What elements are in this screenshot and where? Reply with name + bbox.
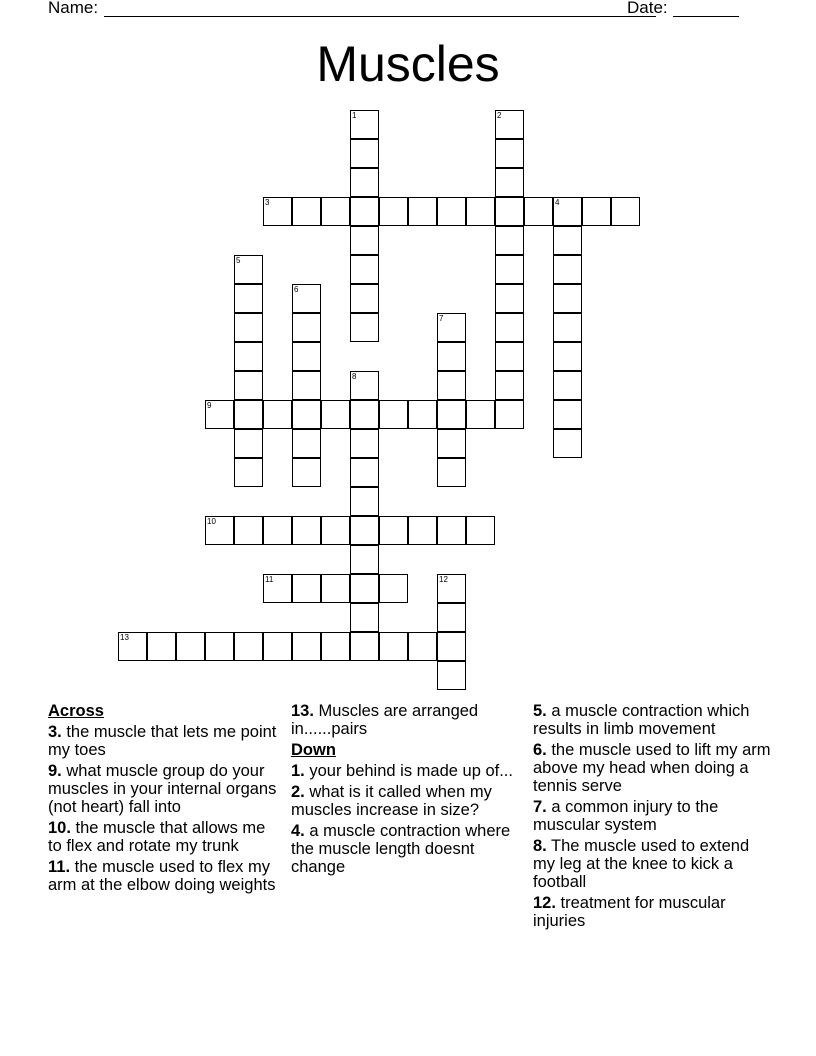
grid-cell[interactable] [495, 226, 524, 255]
grid-cell[interactable] [263, 197, 292, 226]
down-heading: Down [291, 741, 336, 759]
grid-cell[interactable] [437, 371, 466, 400]
grid-cell[interactable] [553, 342, 582, 371]
grid-cell[interactable] [292, 284, 321, 313]
grid-cell[interactable] [350, 110, 379, 139]
clue-text: a common injury to the muscular system [533, 798, 719, 834]
clue-text: a muscle contraction which results in limb movement [533, 702, 750, 738]
grid-cell[interactable] [292, 342, 321, 371]
down-clue-12 [533, 894, 773, 930]
down-clue-5 [533, 702, 773, 738]
grid-cell[interactable] [495, 197, 524, 226]
grid-cell[interactable] [350, 168, 379, 197]
clue-text: Muscles are arranged in......pairs [291, 702, 479, 738]
grid-cell[interactable] [524, 197, 553, 226]
grid-cell[interactable] [118, 632, 147, 661]
grid-cell[interactable] [437, 603, 466, 632]
cell-number: 1 [352, 111, 357, 120]
clue-text: treatment for muscular injuries [533, 894, 726, 930]
grid-cell[interactable] [350, 632, 379, 661]
clue-text: the muscle that allows me to flex and rotate my trunk [48, 819, 266, 855]
grid-cell[interactable] [234, 371, 263, 400]
grid-cell[interactable] [437, 516, 466, 545]
grid-cell[interactable] [350, 226, 379, 255]
grid-cell[interactable] [437, 342, 466, 371]
down-clue-6 [533, 741, 773, 795]
clue-number: 11. [48, 858, 71, 876]
down-clue-8 [533, 837, 773, 891]
grid-cell[interactable] [553, 197, 582, 226]
cell-number: 12 [439, 575, 448, 584]
grid-cell[interactable] [437, 458, 466, 487]
grid-cell[interactable] [437, 429, 466, 458]
grid-cell[interactable] [553, 226, 582, 255]
cell-number: 13 [120, 633, 129, 642]
grid-cell[interactable] [350, 574, 379, 603]
puzzle-title: Muscles [316, 36, 500, 92]
grid-cell[interactable] [292, 574, 321, 603]
grid-cell[interactable] [350, 139, 379, 168]
clue-number: 9. [48, 762, 62, 780]
grid-cell[interactable] [553, 313, 582, 342]
clue-number: 13. [291, 702, 314, 720]
grid-cell[interactable] [292, 313, 321, 342]
clue-text: the muscle used to lift my arm above my head when doing a tennis serve [533, 741, 771, 795]
grid-cell[interactable] [292, 197, 321, 226]
clue-number: 1. [291, 762, 305, 780]
grid-cell[interactable] [321, 574, 350, 603]
grid-cell[interactable] [350, 284, 379, 313]
grid-cell[interactable] [350, 197, 379, 226]
grid-cell[interactable] [553, 284, 582, 313]
grid-cell[interactable] [350, 603, 379, 632]
grid-cell[interactable] [379, 197, 408, 226]
grid-cell[interactable] [321, 197, 350, 226]
grid-cell[interactable] [350, 400, 379, 429]
clue-text: a muscle contraction where the muscle length doesnt change [291, 822, 511, 876]
grid-cell[interactable] [234, 284, 263, 313]
grid-cell[interactable] [350, 371, 379, 400]
grid-cell[interactable] [234, 400, 263, 429]
across-clue-13 [291, 702, 521, 738]
date-label: Date: [627, 0, 668, 17]
grid-cell[interactable] [321, 400, 350, 429]
grid-cell[interactable] [176, 632, 205, 661]
cell-number: 5 [236, 256, 241, 265]
cell-number: 4 [555, 198, 560, 207]
across-clue-9 [48, 762, 278, 816]
grid-cell[interactable] [495, 168, 524, 197]
grid-cell[interactable] [234, 632, 263, 661]
clue-number: 2. [291, 783, 305, 801]
grid-cell[interactable] [437, 313, 466, 342]
grid-cell[interactable] [234, 429, 263, 458]
grid-cell[interactable] [292, 458, 321, 487]
grid-cell[interactable] [379, 400, 408, 429]
clue-text: what is it called when my muscles increase in size? [291, 783, 492, 819]
grid-cell[interactable] [234, 313, 263, 342]
grid-cell[interactable] [379, 574, 408, 603]
grid-cell[interactable] [495, 342, 524, 371]
clue-text: The muscle used to extend my leg at the knee to kick a football [533, 837, 750, 891]
grid-cell[interactable] [292, 400, 321, 429]
clue-text: the muscle used to flex my arm at the elbow doing weights [48, 858, 276, 894]
grid-cell[interactable] [350, 313, 379, 342]
grid-cell[interactable] [553, 400, 582, 429]
cell-number: 2 [497, 111, 502, 120]
grid-cell[interactable] [495, 255, 524, 284]
grid-cell[interactable] [350, 255, 379, 284]
across-clue-3 [48, 723, 278, 759]
grid-cell[interactable] [437, 574, 466, 603]
grid-cell[interactable] [350, 458, 379, 487]
cell-number: 8 [352, 372, 357, 381]
clue-text: your behind is made up of... [304, 762, 513, 780]
grid-cell[interactable] [408, 400, 437, 429]
grid-cell[interactable] [234, 458, 263, 487]
grid-cell[interactable] [466, 516, 495, 545]
grid-cell[interactable] [350, 516, 379, 545]
cell-number: 6 [294, 285, 299, 294]
across-clue-10 [48, 819, 278, 855]
grid-cell[interactable] [263, 516, 292, 545]
cell-number: 11 [265, 575, 274, 584]
grid-cell[interactable] [350, 429, 379, 458]
grid-cell[interactable] [408, 632, 437, 661]
grid-cell[interactable] [495, 313, 524, 342]
grid-cell[interactable] [234, 255, 263, 284]
grid-cell[interactable] [321, 632, 350, 661]
grid-cell[interactable] [437, 632, 466, 661]
grid-cell[interactable] [379, 516, 408, 545]
grid-cell[interactable] [611, 197, 640, 226]
clue-number: 8. [533, 837, 547, 855]
grid-cell[interactable] [292, 429, 321, 458]
grid-cell[interactable] [495, 371, 524, 400]
grid-cell[interactable] [292, 632, 321, 661]
grid-cell[interactable] [553, 429, 582, 458]
across-clue-11 [48, 858, 278, 894]
grid-cell[interactable] [437, 400, 466, 429]
clue-number: 7. [533, 798, 547, 816]
down-clue-4 [291, 822, 521, 876]
grid-cell[interactable] [466, 400, 495, 429]
clue-text: what muscle group do your muscles in your internal organs (not heart) fall into [48, 762, 277, 816]
grid-cell[interactable] [263, 574, 292, 603]
grid-cell[interactable] [292, 516, 321, 545]
grid-cell[interactable] [205, 516, 234, 545]
grid-cell[interactable] [495, 400, 524, 429]
clue-number: 12. [533, 894, 556, 912]
grid-cell[interactable] [321, 516, 350, 545]
grid-cell[interactable] [205, 400, 234, 429]
grid-cell[interactable] [263, 632, 292, 661]
grid-cell[interactable] [292, 371, 321, 400]
grid-cell[interactable] [234, 342, 263, 371]
grid-cell[interactable] [495, 139, 524, 168]
grid-cell[interactable] [350, 487, 379, 516]
cell-number: 7 [439, 314, 444, 323]
grid-cell[interactable] [147, 632, 176, 661]
grid-cell[interactable] [408, 197, 437, 226]
grid-cell[interactable] [466, 197, 495, 226]
clue-number: 6. [533, 741, 547, 759]
cell-number: 9 [207, 401, 212, 410]
grid-cell[interactable] [408, 516, 437, 545]
grid-cell[interactable] [350, 545, 379, 574]
grid-cell[interactable] [205, 632, 234, 661]
clue-number: 4. [291, 822, 305, 840]
grid-cell[interactable] [495, 284, 524, 313]
grid-cell[interactable] [379, 632, 408, 661]
down-clue-2 [291, 783, 521, 819]
cell-number: 3 [265, 198, 270, 207]
clue-text: the muscle that lets me point my toes [48, 723, 277, 759]
grid-cell[interactable] [263, 400, 292, 429]
name-label: Name: [48, 0, 99, 17]
grid-cell[interactable] [553, 255, 582, 284]
down-clue-1 [291, 762, 521, 780]
clue-number: 10. [48, 819, 71, 837]
grid-cell[interactable] [437, 197, 466, 226]
down-clue-7 [533, 798, 773, 834]
grid-cell[interactable] [582, 197, 611, 226]
grid-cell[interactable] [495, 110, 524, 139]
across-heading: Across [48, 702, 104, 720]
grid-cell[interactable] [437, 661, 466, 690]
grid-cell[interactable] [553, 371, 582, 400]
clues-column-2 [291, 702, 521, 879]
clues-column-3 [533, 702, 773, 933]
clue-number: 3. [48, 723, 62, 741]
clue-number: 5. [533, 702, 547, 720]
clues-column-1 [48, 702, 278, 897]
cell-number: 10 [207, 517, 216, 526]
grid-cell[interactable] [234, 516, 263, 545]
